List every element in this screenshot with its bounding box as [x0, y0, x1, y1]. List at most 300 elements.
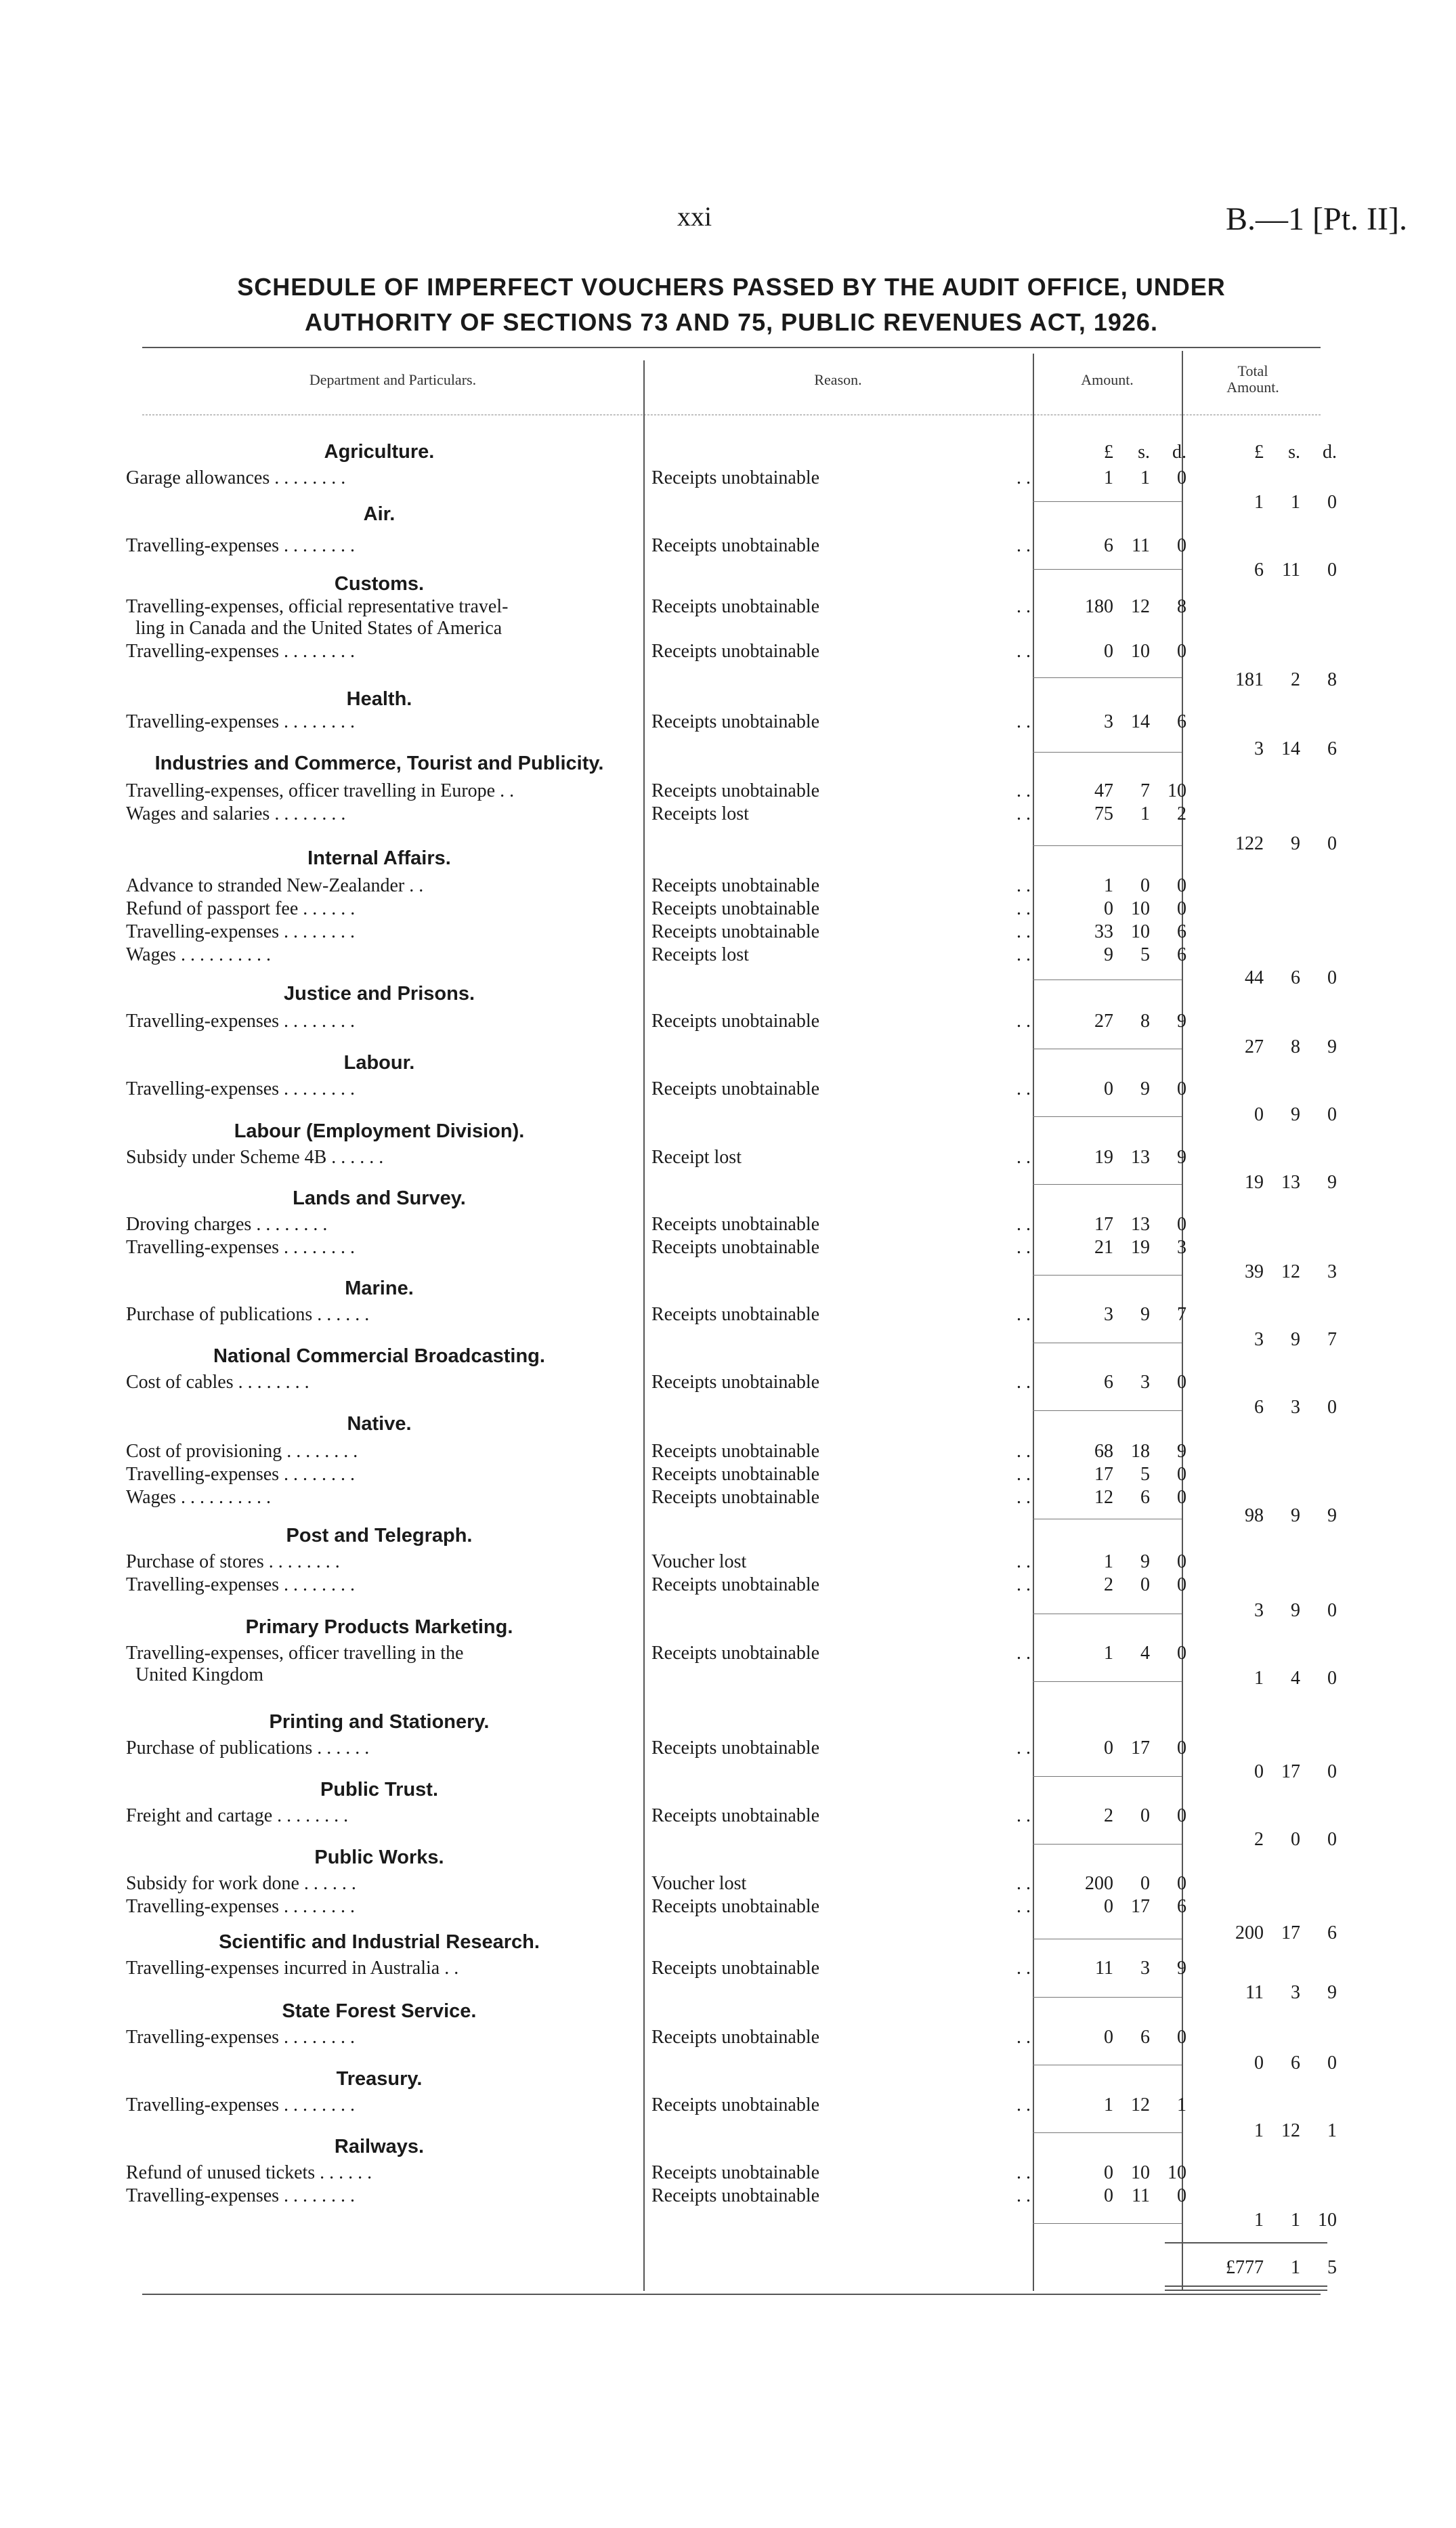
- item-amount-shillings: 17: [1131, 1737, 1150, 1758]
- section-total-shillings: 3: [1291, 1982, 1300, 2003]
- grand-total-shillings: 1: [1291, 2257, 1300, 2278]
- item-amount-pence: 0: [1177, 898, 1186, 919]
- item-amount-pounds: 9: [1104, 944, 1113, 965]
- reason-leader: . .: [1016, 1896, 1031, 1917]
- particulars: [126, 1551, 627, 1573]
- item-amount-shillings: 19: [1131, 1237, 1150, 1258]
- unit-pence: d.: [1323, 442, 1337, 463]
- item-amount: [1037, 1805, 1186, 1827]
- section-total: [1182, 1104, 1337, 1126]
- particulars: [126, 1737, 627, 1759]
- reason-label: Receipts unobtainable: [651, 1372, 820, 1393]
- item-amount-pounds: 0: [1104, 2185, 1113, 2206]
- particulars: [126, 1805, 627, 1827]
- particulars: [126, 780, 627, 802]
- particulars: [126, 1011, 627, 1032]
- particulars: [126, 1643, 627, 1664]
- item-amount-pence: 0: [1177, 1574, 1186, 1595]
- section-total-pence: 0: [1327, 560, 1337, 581]
- item-amount: [1037, 711, 1186, 733]
- reason-label: Receipts unobtainable: [651, 711, 820, 732]
- item-amount-pence: 0: [1177, 2027, 1186, 2048]
- section-total-pence: 0: [1327, 833, 1337, 854]
- item-amount-pounds: 12: [1094, 1487, 1113, 1508]
- reason-leader: . .: [1016, 1643, 1031, 1664]
- section-total: [1182, 1600, 1337, 1622]
- reason-text: [651, 2094, 1031, 2116]
- reason-leader: . .: [1016, 1214, 1031, 1235]
- item-amount-shillings: 3: [1140, 1958, 1150, 1979]
- reason-text: [651, 1011, 1031, 1032]
- section-total-shillings: 4: [1291, 1668, 1300, 1689]
- item-amount-shillings: 5: [1140, 1464, 1150, 1485]
- reason-label: Receipts unobtainable: [651, 780, 820, 801]
- amount-separator: [1033, 1275, 1182, 1276]
- item-amount: [1037, 596, 1186, 618]
- item-amount-pounds: 0: [1104, 898, 1113, 919]
- reason-leader: . .: [1016, 1147, 1031, 1168]
- reason-label: Receipts unobtainable: [651, 898, 820, 919]
- section-title: Public Trust.: [320, 1779, 439, 1800]
- section-total-shillings: 9: [1291, 1600, 1300, 1621]
- amount-separator: [1033, 1776, 1182, 1777]
- item-amount-pounds: 0: [1104, 1737, 1113, 1758]
- item-amount-pence: 0: [1177, 2185, 1186, 2206]
- section-total-pence: 6: [1327, 738, 1337, 759]
- reason-label: Receipts unobtainable: [651, 1304, 820, 1325]
- item-amount-pounds: 1: [1104, 467, 1113, 488]
- header-reason: Reason.: [814, 371, 862, 388]
- item-amount: [1037, 1958, 1186, 1979]
- section-total-pounds: 2: [1254, 1829, 1264, 1850]
- grand-total-pounds: £777: [1226, 2257, 1264, 2278]
- item-amount-pence: 6: [1177, 921, 1186, 942]
- section-title: Primary Products Marketing.: [245, 1616, 513, 1638]
- reason-label: Receipts unobtainable: [651, 2094, 820, 2115]
- section-total-shillings: 11: [1282, 560, 1300, 581]
- particulars: [126, 1873, 627, 1895]
- column-divider-amount: [1033, 354, 1034, 2291]
- section-total-pounds: 6: [1254, 560, 1264, 581]
- section-total-shillings: 12: [1281, 1261, 1300, 1282]
- section-title: Scientific and Industrial Research.: [219, 1931, 540, 1953]
- particulars-text: Purchase of stores . . . . . . . .: [126, 1551, 340, 1572]
- particulars-text: Travelling-expenses . . . . . . . .: [126, 2027, 356, 2048]
- item-amount-shillings: 11: [1132, 535, 1150, 556]
- reason-text: [651, 1147, 1031, 1168]
- unit-shillings: s.: [1138, 442, 1150, 463]
- particulars: [126, 1078, 627, 1100]
- particulars-text: Travelling-expenses, official representative travel-: [126, 596, 509, 617]
- reason-leader: . .: [1016, 780, 1031, 801]
- section-total-pounds: 200: [1235, 1922, 1264, 1943]
- item-amount-pounds: 2: [1104, 1574, 1113, 1595]
- reason-leader: . .: [1016, 2027, 1031, 2048]
- item-amount-shillings: 10: [1131, 921, 1150, 942]
- section-total-pounds: 0: [1254, 1761, 1264, 1782]
- reason-text: [651, 1214, 1031, 1236]
- section-total-shillings: 1: [1291, 492, 1300, 513]
- unit-pounds: £: [1104, 442, 1113, 463]
- item-amount-shillings: 0: [1140, 1574, 1150, 1595]
- item-amount-pounds: 21: [1094, 1237, 1113, 1258]
- reason-label: Receipts unobtainable: [651, 1737, 820, 1758]
- particulars: [126, 2094, 627, 2116]
- item-amount: [1037, 875, 1186, 897]
- section-total-pounds: 1: [1254, 492, 1264, 513]
- reason-label: Receipts unobtainable: [651, 1011, 820, 1032]
- particulars: [126, 1147, 627, 1168]
- reason-leader: . .: [1016, 1574, 1031, 1595]
- reason-text: [651, 1237, 1031, 1259]
- particulars-text: Travelling-expenses . . . . . . . .: [126, 641, 356, 662]
- reason-text: [651, 1464, 1031, 1486]
- item-amount-shillings: 0: [1140, 875, 1150, 896]
- item-amount-shillings: 9: [1140, 1551, 1150, 1572]
- reason-text: [651, 1958, 1031, 1979]
- item-amount: [1037, 1487, 1186, 1509]
- particulars-text: Purchase of publications . . . . . .: [126, 1737, 370, 1758]
- grand-total-pence: 5: [1327, 2257, 1337, 2278]
- section-total: [1182, 560, 1337, 581]
- item-amount-pence: 0: [1177, 1643, 1186, 1664]
- reason-text: [651, 803, 1031, 825]
- reason-text: [651, 898, 1031, 920]
- item-amount-pence: 0: [1177, 1873, 1186, 1894]
- particulars-text: Purchase of publications . . . . . .: [126, 1304, 370, 1325]
- item-amount-pence: 0: [1177, 1372, 1186, 1393]
- item-amount-pounds: 1: [1104, 1551, 1113, 1572]
- item-amount-pence: 0: [1177, 1214, 1186, 1235]
- item-amount-pounds: 0: [1104, 641, 1113, 662]
- section-total-shillings: 0: [1291, 1829, 1300, 1850]
- particulars: [126, 1464, 627, 1486]
- reason-text: [651, 875, 1031, 897]
- reason-leader: . .: [1016, 1487, 1031, 1508]
- item-amount-pounds: 2: [1104, 1805, 1113, 1826]
- section-total-shillings: 3: [1291, 1397, 1300, 1418]
- section-total-pounds: 122: [1235, 833, 1264, 854]
- reason-leader: . .: [1016, 641, 1031, 662]
- item-amount-shillings: 5: [1140, 944, 1150, 965]
- item-amount: [1037, 944, 1186, 966]
- section-total-shillings: 9: [1291, 1104, 1300, 1125]
- item-amount-pounds: 0: [1104, 1078, 1113, 1099]
- amount-separator: [1033, 677, 1182, 678]
- particulars-text: Wages and salaries . . . . . . . .: [126, 803, 346, 824]
- reason-leader: . .: [1016, 1372, 1031, 1393]
- item-amount-pence: 0: [1177, 535, 1186, 556]
- reason-text: [651, 1551, 1031, 1573]
- particulars-text: Wages . . . . . . . . . .: [126, 944, 271, 965]
- section-title: Labour (Employment Division).: [234, 1120, 525, 1142]
- item-amount-pounds: 3: [1104, 1304, 1113, 1325]
- section-total-pence: 3: [1327, 1261, 1337, 1282]
- amount-units: [1037, 442, 1186, 463]
- amount-separator: [1033, 752, 1182, 753]
- item-amount-pounds: 3: [1104, 711, 1113, 732]
- section-total: [1182, 1397, 1337, 1418]
- particulars-text: Travelling-expenses . . . . . . . .: [126, 1464, 356, 1485]
- reason-leader: . .: [1016, 596, 1031, 617]
- section-total-shillings: 13: [1281, 1172, 1300, 1193]
- unit-shillings: s.: [1288, 442, 1300, 463]
- column-divider-reason: [643, 360, 645, 2291]
- particulars: [126, 803, 627, 825]
- item-amount-pounds: 6: [1104, 535, 1113, 556]
- section-total-pence: 0: [1327, 1761, 1337, 1782]
- particulars-text: Travelling-expenses . . . . . . . .: [126, 2094, 356, 2115]
- item-amount-pounds: 0: [1104, 2027, 1113, 2048]
- item-amount: [1037, 2162, 1186, 2184]
- item-amount: [1037, 2185, 1186, 2207]
- reason-label: Receipts unobtainable: [651, 535, 820, 556]
- particulars-text: Travelling-expenses . . . . . . . .: [126, 921, 356, 942]
- item-amount: [1037, 780, 1186, 802]
- reason-leader: . .: [1016, 535, 1031, 556]
- header-total: [1182, 363, 1324, 396]
- item-amount-shillings: 4: [1140, 1643, 1150, 1664]
- reason-label: Voucher lost: [651, 1551, 747, 1572]
- reason-text: [651, 596, 1031, 618]
- amount-separator: [1033, 2132, 1182, 2133]
- section-total: [1182, 1329, 1337, 1351]
- section-total-shillings: 17: [1281, 1761, 1300, 1782]
- section-total-shillings: 9: [1291, 833, 1300, 854]
- section-total-pounds: 1: [1254, 1668, 1264, 1689]
- particulars-text: Subsidy for work done . . . . . .: [126, 1873, 356, 1894]
- title-line-2: AUTHORITY OF SECTIONS 73 AND 75, PUBLIC REVENUES ACT, 1926.: [305, 308, 1158, 336]
- particulars: [126, 1896, 627, 1918]
- header-amount: Amount.: [1081, 371, 1134, 388]
- page-number: xxi: [677, 201, 712, 232]
- item-amount-pence: 0: [1177, 1078, 1186, 1099]
- reason-label: Receipts unobtainable: [651, 596, 820, 617]
- amount-separator: [1033, 2223, 1182, 2224]
- section-total-pounds: 44: [1245, 967, 1264, 988]
- particulars-text: Garage allowances . . . . . . . .: [126, 467, 346, 488]
- item-amount-pounds: 17: [1094, 1214, 1113, 1235]
- reason-leader: . .: [1016, 898, 1031, 919]
- item-amount: [1037, 921, 1186, 943]
- section-total-pence: 0: [1327, 492, 1337, 513]
- reason-label: Receipts lost: [651, 803, 749, 824]
- schedule-title: [135, 270, 1327, 340]
- reason-label: Receipts unobtainable: [651, 2185, 820, 2206]
- particulars: [126, 2162, 627, 2184]
- reason-text: [651, 711, 1031, 733]
- item-amount-shillings: 0: [1140, 1805, 1150, 1826]
- amount-separator: [1033, 501, 1182, 502]
- item-amount: [1037, 467, 1186, 489]
- particulars: [126, 641, 627, 662]
- reason-label: Receipts unobtainable: [651, 1237, 820, 1258]
- particulars-text: Travelling-expenses . . . . . . . .: [126, 1011, 356, 1032]
- particulars: [126, 596, 627, 618]
- unit-pence: d.: [1172, 442, 1186, 463]
- section-title: Lands and Survey.: [293, 1187, 466, 1209]
- item-amount-pence: 3: [1177, 1237, 1186, 1258]
- particulars-text: Freight and cartage . . . . . . . .: [126, 1805, 349, 1826]
- section-total: [1182, 1668, 1337, 1689]
- item-amount-pounds: 33: [1094, 921, 1113, 942]
- item-amount-pence: 10: [1168, 2162, 1186, 2183]
- section-total-pounds: 6: [1254, 1397, 1264, 1418]
- item-amount: [1037, 1441, 1186, 1462]
- reason-text: [651, 1737, 1031, 1759]
- section-total: [1182, 1982, 1337, 2004]
- reason-label: Receipts unobtainable: [651, 1805, 820, 1826]
- item-amount-pence: 7: [1177, 1304, 1186, 1325]
- section-title: Post and Telegraph.: [286, 1525, 473, 1546]
- particulars: [126, 1304, 627, 1326]
- reason-leader: . .: [1016, 1737, 1031, 1758]
- particulars: [126, 1372, 627, 1393]
- item-amount: [1037, 1011, 1186, 1032]
- section-total-pence: 0: [1327, 1397, 1337, 1418]
- section-total-shillings: 12: [1281, 2120, 1300, 2141]
- section-total: [1182, 1761, 1337, 1783]
- reason-leader: . .: [1016, 1304, 1031, 1325]
- section-total-pence: 9: [1327, 1172, 1337, 1193]
- reason-leader: . .: [1016, 1464, 1031, 1485]
- section-total-shillings: 17: [1281, 1922, 1300, 1943]
- item-amount: [1037, 1147, 1186, 1168]
- item-amount-pence: 9: [1177, 1441, 1186, 1462]
- particulars-text: Travelling-expenses . . . . . . . .: [126, 1237, 356, 1258]
- reason-text: [651, 944, 1031, 966]
- reason-leader: . .: [1016, 2162, 1031, 2183]
- item-amount-shillings: 9: [1140, 1078, 1150, 1099]
- section-total: [1182, 1036, 1337, 1058]
- section-total-pence: 9: [1327, 1982, 1337, 2003]
- particulars: [126, 1487, 627, 1509]
- particulars-text: Travelling-expenses . . . . . . . .: [126, 2185, 356, 2206]
- section-total-pounds: 3: [1254, 1329, 1264, 1350]
- item-amount: [1037, 1464, 1186, 1486]
- particulars-text: Refund of passport fee . . . . . .: [126, 898, 356, 919]
- particulars: [126, 898, 627, 920]
- item-amount: [1037, 1237, 1186, 1259]
- section-total-pence: 9: [1327, 1505, 1337, 1526]
- amount-separator: [1033, 1116, 1182, 1117]
- item-amount: [1037, 1078, 1186, 1100]
- item-amount-pounds: 6: [1104, 1372, 1113, 1393]
- section-total-pence: 0: [1327, 1104, 1337, 1125]
- item-amount-shillings: 10: [1131, 641, 1150, 662]
- item-amount: [1037, 535, 1186, 557]
- particulars: [126, 875, 627, 897]
- item-amount-pence: 0: [1177, 1737, 1186, 1758]
- section-total: [1182, 492, 1337, 513]
- item-amount: [1037, 898, 1186, 920]
- item-amount-shillings: 18: [1131, 1441, 1150, 1462]
- reason-leader: . .: [1016, 875, 1031, 896]
- particulars: [126, 1237, 627, 1259]
- item-amount-pounds: 47: [1094, 780, 1113, 801]
- particulars-text: Travelling-expenses . . . . . . . .: [126, 1896, 356, 1917]
- reason-leader: . .: [1016, 2094, 1031, 2115]
- item-amount-pounds: 0: [1104, 2162, 1113, 2183]
- grand-total-underline: [1165, 2285, 1327, 2287]
- reason-label: Receipts unobtainable: [651, 1487, 820, 1508]
- item-amount-pounds: 19: [1094, 1147, 1113, 1168]
- particulars: [126, 921, 627, 943]
- section-total-pounds: 11: [1245, 1982, 1264, 2003]
- item-amount: [1037, 2094, 1186, 2116]
- particulars-text: Travelling-expenses . . . . . . . .: [126, 535, 356, 556]
- section-total-pence: 8: [1327, 669, 1337, 690]
- item-amount-pence: 10: [1168, 780, 1186, 801]
- section-total-pence: 9: [1327, 1036, 1337, 1057]
- reason-leader: . .: [1016, 467, 1031, 488]
- reason-text: [651, 1487, 1031, 1509]
- item-amount-pence: 8: [1177, 596, 1186, 617]
- item-amount: [1037, 1643, 1186, 1664]
- reason-leader: . .: [1016, 1011, 1031, 1032]
- table-bottom-rule: [142, 2294, 1321, 2295]
- item-amount-pounds: 11: [1095, 1958, 1113, 1979]
- section-total: [1182, 1922, 1337, 1944]
- grand-total-rule: [1165, 2242, 1327, 2243]
- particulars-continued: United Kingdom: [135, 1664, 263, 1685]
- item-amount-shillings: 17: [1131, 1896, 1150, 1917]
- reason-label: Receipts unobtainable: [651, 1441, 820, 1462]
- item-amount: [1037, 803, 1186, 825]
- item-amount: [1037, 1372, 1186, 1393]
- item-amount-shillings: 14: [1131, 711, 1150, 732]
- section-title: Railways.: [334, 2136, 425, 2157]
- reason-text: [651, 2027, 1031, 2048]
- reason-label: Receipts unobtainable: [651, 875, 820, 896]
- reason-label: Receipts unobtainable: [651, 1574, 820, 1595]
- reason-text: [651, 1574, 1031, 1596]
- particulars-text: Droving charges . . . . . . . .: [126, 1214, 328, 1235]
- reason-leader: . .: [1016, 1958, 1031, 1979]
- section-title: Labour.: [343, 1052, 415, 1074]
- section-total: [1182, 967, 1337, 989]
- reason-leader: . .: [1016, 1551, 1031, 1572]
- section-total-shillings: 14: [1281, 738, 1300, 759]
- reason-text: [651, 1873, 1031, 1895]
- item-amount-pounds: 180: [1085, 596, 1113, 617]
- particulars: [126, 2185, 627, 2207]
- reason-text: [651, 1441, 1031, 1462]
- item-amount: [1037, 641, 1186, 662]
- item-amount-pence: 0: [1177, 467, 1186, 488]
- item-amount-shillings: 12: [1131, 2094, 1150, 2115]
- section-total-pounds: 98: [1245, 1505, 1264, 1526]
- reason-text: [651, 2185, 1031, 2207]
- reason-leader: . .: [1016, 921, 1031, 942]
- reason-label: Receipts unobtainable: [651, 1214, 820, 1235]
- item-amount-pounds: 27: [1094, 1011, 1113, 1032]
- section-total-shillings: 2: [1291, 669, 1300, 690]
- section-title: Air.: [363, 503, 395, 525]
- reason-leader: . .: [1016, 1805, 1031, 1826]
- section-title: National Commercial Broadcasting.: [213, 1345, 545, 1367]
- item-amount-pounds: 1: [1104, 1643, 1113, 1664]
- particulars-text: Travelling-expenses . . . . . . . .: [126, 711, 356, 732]
- item-amount-shillings: 1: [1140, 803, 1150, 824]
- reason-label: Receipts unobtainable: [651, 641, 820, 662]
- section-total-shillings: 9: [1291, 1505, 1300, 1526]
- reason-leader: . .: [1016, 1237, 1031, 1258]
- title-line-1: SCHEDULE OF IMPERFECT VOUCHERS PASSED BY THE AUDIT OFFICE, UNDER: [237, 273, 1226, 301]
- particulars-text: Refund of unused tickets . . . . . .: [126, 2162, 372, 2183]
- section-total-pence: 6: [1327, 1922, 1337, 1943]
- section-total-pence: 10: [1318, 2210, 1337, 2231]
